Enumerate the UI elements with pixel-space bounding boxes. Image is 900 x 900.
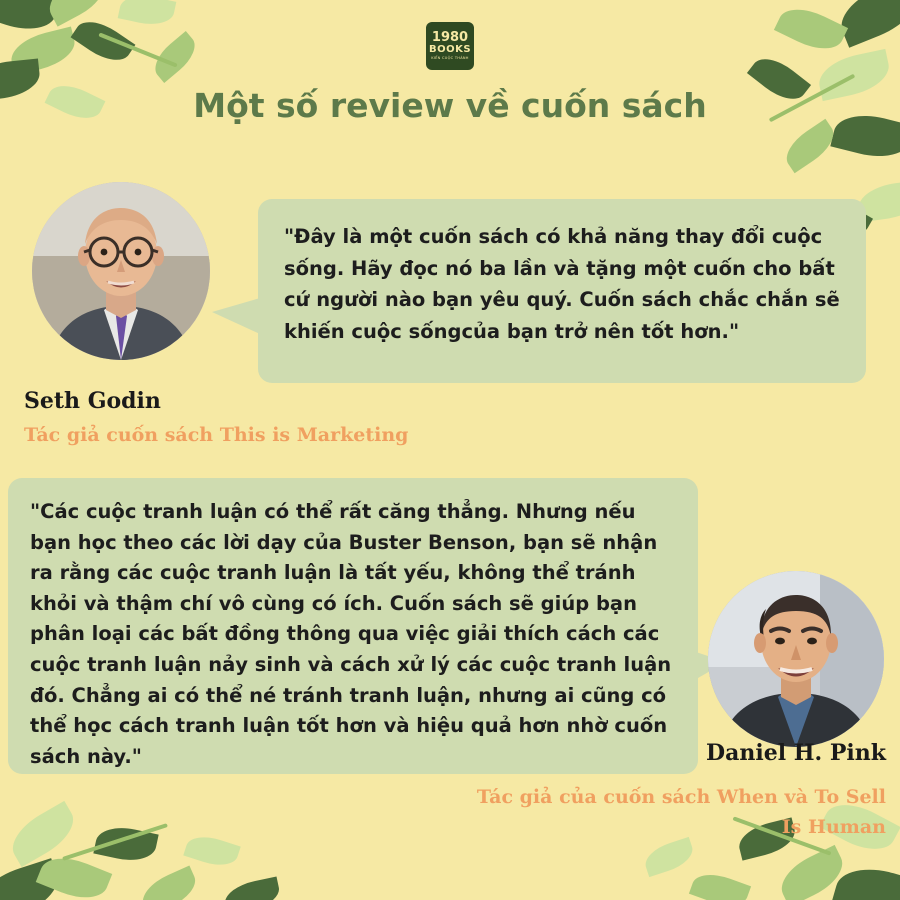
- logo-line-1: 1980: [431, 30, 469, 46]
- review-quote-daniel-pink: "Các cuộc tranh luận có thể rất căng thẳng. Nhưng nếu bạn học theo các lời dạy của Buster Benson, bạn sẽ nhận ra rằng các cuộc tranh luận là tất yếu, không thể tránh khỏi và thậm chí vô cùng có ích. Cuốn sách sẽ giúp bạn phân loại các bất đồng thông qua việc giải thích cách các cuộc tranh luận nảy sinh và cách xử lý các cuộc tranh luận đó. Chẳng ai có thể né tránh tranh luận, nhưng ai cũng có thể học cách tranh luận tốt hơn và hiệu quả hơn nhờ cuốn sách này.": [30, 500, 672, 768]
- reviewer-role-seth-godin: Tác giả cuốn sách This is Marketing: [24, 424, 409, 446]
- logo-tagline: KIẾN CUỘC THÀNH: [431, 56, 469, 61]
- review-bubble-daniel-pink: [8, 478, 698, 774]
- reviewer-role-daniel-pink: Tác giả của cuốn sách When và To Sell Is Human: [476, 786, 886, 839]
- brand-logo: [426, 22, 474, 70]
- reviewer-name-daniel-pink: Daniel H. Pink: [706, 740, 886, 766]
- review-quote-seth-godin: "Đây là một cuốn sách có khả năng thay đổi cuộc sống. Hãy đọc nó ba lần và tặng một cuốn cho bất cứ người nào bạn yêu quý. Cuốn sách chắc chắn sẽ khiến cuộc sốngcủa bạn trở nên tốt hơn.": [284, 225, 840, 343]
- avatar-seth-godin: [32, 182, 210, 360]
- reviewer-name-seth-godin: Seth Godin: [24, 388, 161, 414]
- speech-tail-left: [212, 298, 260, 334]
- page-title: Một số review về cuốn sách: [193, 86, 707, 125]
- avatar-daniel-pink: [708, 571, 884, 747]
- avatar-daniel-pink-image: [708, 571, 884, 747]
- logo-line-2: BOOKS: [428, 44, 472, 56]
- avatar-seth-godin-image: [32, 182, 210, 360]
- review-bubble-seth-godin: [258, 199, 866, 383]
